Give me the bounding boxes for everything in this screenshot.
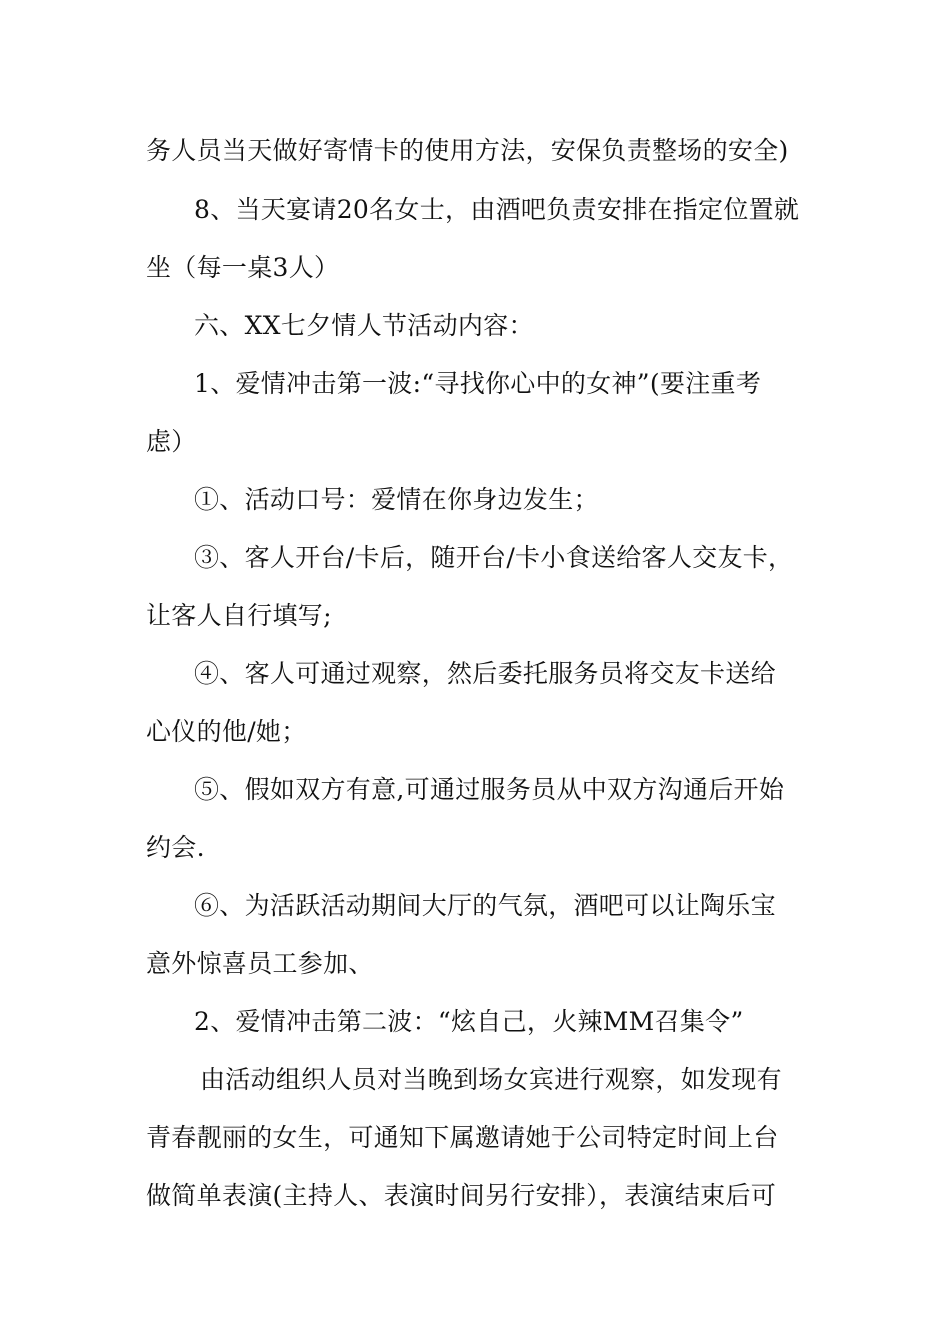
text-line: ⑥、为活跃活动期间大厅的气氛，酒吧可以让陶乐宝: [194, 891, 776, 920]
text-line: 做简单表演(主持人、表演时间另行安排），表演结束后可: [146, 1181, 777, 1210]
text-line: 由活动组织人员对当晚到场女宾进行观察，如发现有: [200, 1065, 782, 1094]
text-line: 坐（每一桌3人）: [146, 253, 340, 282]
text-line: 8、当天宴请20名女士，由酒吧负责安排在指定位置就: [194, 195, 800, 224]
text-line: ①、活动口号：爱情在你身边发生；: [194, 485, 599, 514]
text-line: ④、客人可通过观察，然后委托服务员将交友卡送给: [194, 659, 776, 688]
text-line: 务人员当天做好寄情卡的使用方法，安保负责整场的安全): [146, 136, 789, 165]
text-line: 虑）: [146, 427, 197, 456]
text-line: 约会.: [146, 833, 205, 862]
text-line: 1、爱情冲击第一波:“寻找你心中的女神”(要注重考: [194, 369, 762, 398]
text-line: 青春靓丽的女生，可通知下属邀请她于公司特定时间上台: [146, 1123, 779, 1152]
text-line: ③、客人开台/卡后，随开台/卡小食送给客人交友卡，: [194, 543, 794, 572]
text-line: ⑤、假如双方有意,可通过服务员从中双方沟通后开始: [194, 775, 785, 804]
section-heading: 六、XX七夕情人节活动内容：: [194, 311, 534, 340]
text-line: 意外惊喜员工参加、: [146, 949, 374, 978]
text-line: 心仪的他/她；: [146, 717, 307, 746]
text-line: 让客人自行填写;: [146, 601, 332, 630]
text-line: 2、爱情冲击第二波：“炫自己，火辣MM召集令”: [194, 1007, 744, 1036]
